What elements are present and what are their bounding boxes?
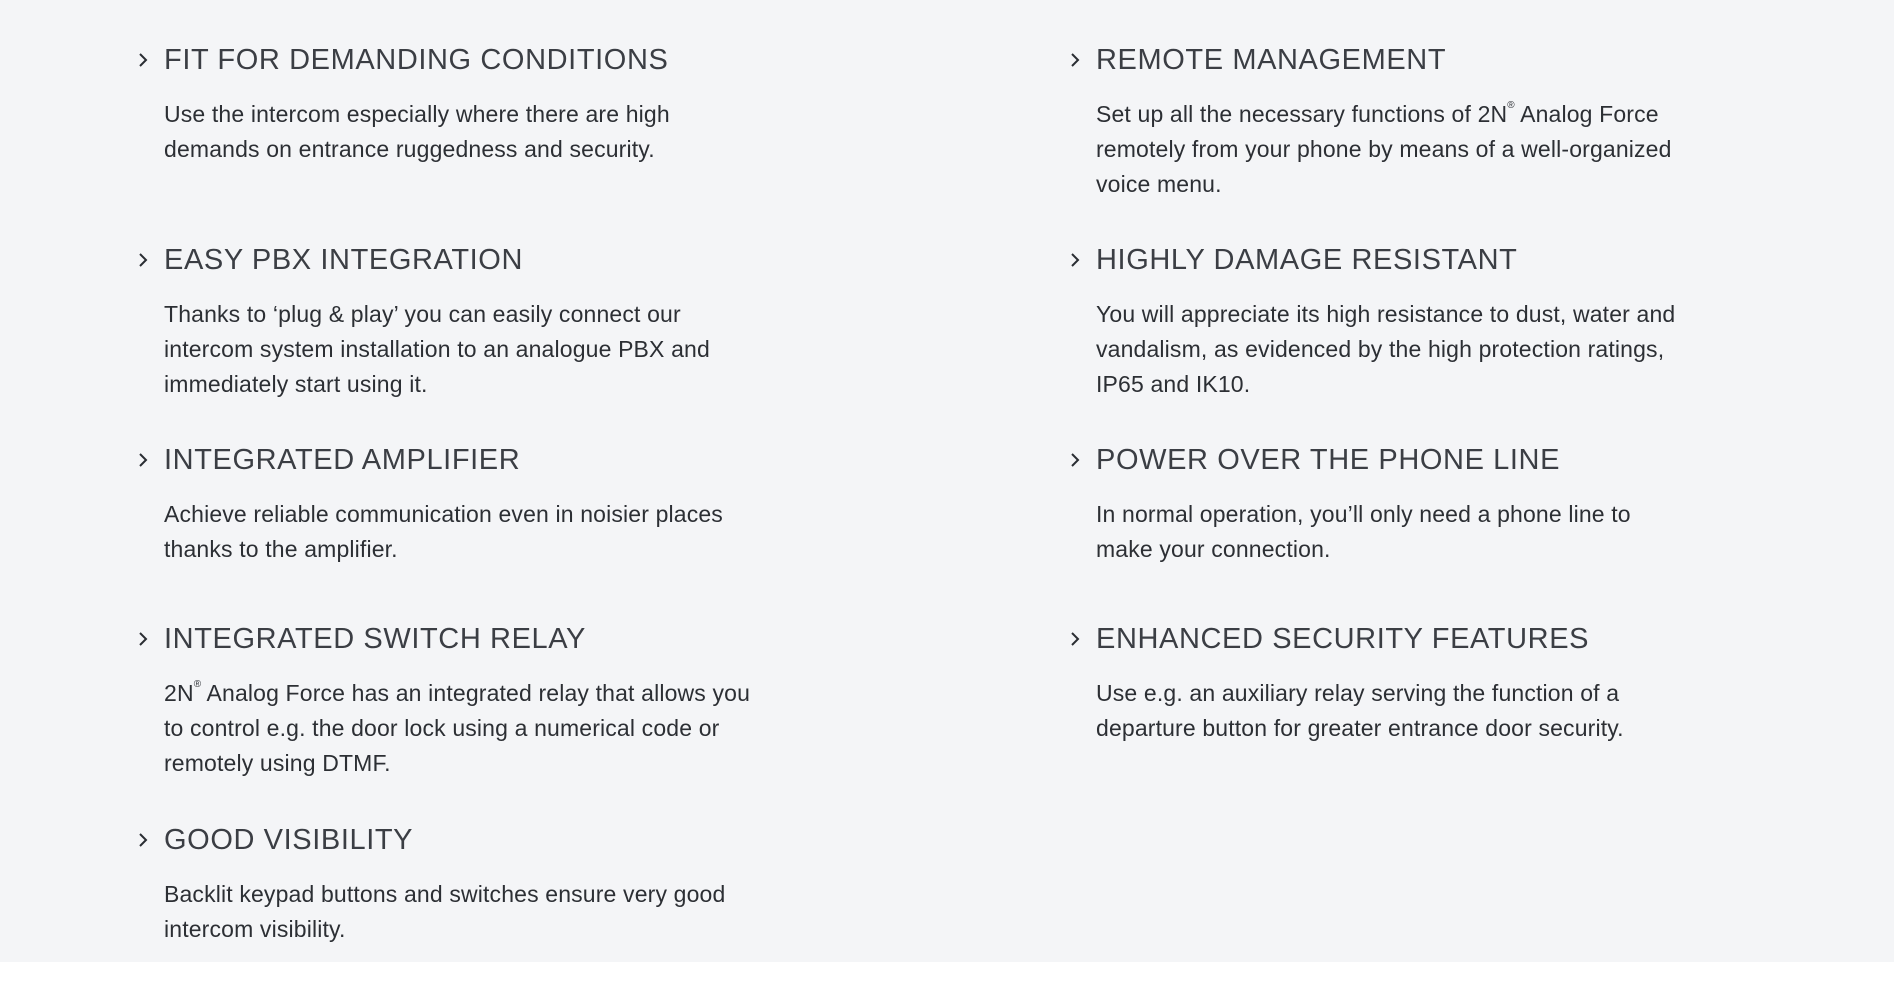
feature-title: EASY PBX INTEGRATION (164, 244, 524, 276)
feature-power-over-the-phone-line[interactable] (1067, 442, 1757, 567)
feature-title: POWER OVER THE PHONE LINE (1096, 444, 1561, 476)
chevron-right-icon (1067, 252, 1083, 268)
chevron-right-icon (135, 631, 151, 647)
feature-description: Thanks to ‘plug & play’ you can easily connect our intercom system installation to an analogue PBX and immediately start using it. (164, 301, 710, 397)
feature-description: Achieve reliable communication even in noisier places thanks to the amplifier. (164, 501, 723, 562)
feature-easy-pbx-integration[interactable] (135, 242, 825, 402)
feature-title: ENHANCED SECURITY FEATURES (1096, 623, 1590, 655)
feature-fit-for-demanding-conditions[interactable] (135, 42, 825, 167)
feature-title: HIGHLY DAMAGE RESISTANT (1096, 244, 1518, 276)
feature-remote-management[interactable] (1067, 42, 1757, 202)
feature-title: REMOTE MANAGEMENT (1096, 44, 1447, 76)
feature-description: Use the intercom especially where there are high demands on entrance ruggedness and security. (164, 101, 670, 162)
feature-enhanced-security-features[interactable] (1067, 621, 1757, 746)
feature-title: INTEGRATED AMPLIFIER (164, 444, 521, 476)
feature-title: INTEGRATED SWITCH RELAY (164, 623, 586, 655)
feature-description: Set up all the necessary functions of 2N® Analog Force remotely from your phone by means of a well-organized voice menu. (1096, 100, 1672, 197)
chevron-right-icon (135, 832, 151, 848)
feature-good-visibility[interactable] (135, 822, 825, 947)
chevron-right-icon (1067, 631, 1083, 647)
chevron-right-icon (1067, 52, 1083, 68)
feature-description: Backlit keypad buttons and switches ensure very good intercom visibility. (164, 881, 726, 942)
feature-description: 2N® Analog Force has an integrated relay that allows you to control e.g. the door lock using a numerical code or remotely using DTMF. (164, 679, 751, 776)
feature-description: Use e.g. an auxiliary relay serving the function of a departure button for greater entrance door security. (1096, 680, 1624, 741)
feature-description: In normal operation, you’ll only need a phone line to make your connection. (1096, 501, 1631, 562)
feature-title: GOOD VISIBILITY (164, 824, 414, 856)
chevron-right-icon (135, 52, 151, 68)
feature-title: FIT FOR DEMANDING CONDITIONS (164, 44, 669, 76)
feature-integrated-amplifier[interactable] (135, 442, 825, 567)
chevron-right-icon (135, 252, 151, 268)
feature-integrated-switch-relay[interactable] (135, 621, 825, 781)
chevron-right-icon (1067, 452, 1083, 468)
feature-highly-damage-resistant[interactable] (1067, 242, 1757, 402)
feature-description: You will appreciate its high resistance to dust, water and vandalism, as evidenced by the high protection ratings, IP65 and IK10. (1096, 301, 1676, 397)
chevron-right-icon (135, 452, 151, 468)
